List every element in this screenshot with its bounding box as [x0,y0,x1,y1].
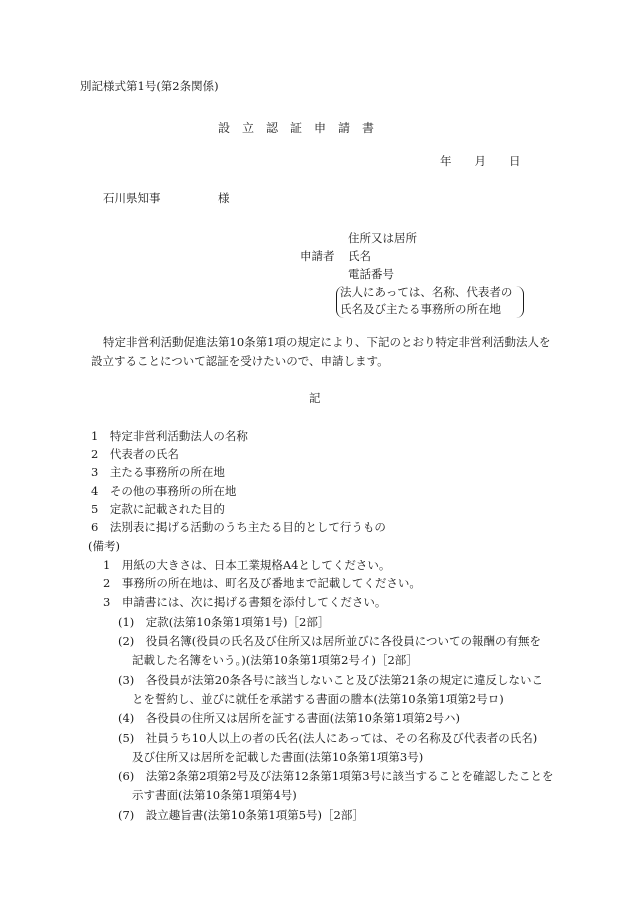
corporation-note-line1: 法人にあっては、名称、代表者の [340,285,513,299]
addressee: 石川県知事 様 [103,191,230,205]
body-text-line1: 特定非営利活動促進法第10条第1項の規定により、下記のとおり特定非営利活動法人を [103,335,551,349]
attachment-3-cont: とを誓約し、並びに就任を承諾する書面の謄本(法第10条第1項第2号ロ) [132,692,504,706]
applicant-label: 申請者 [300,249,335,263]
list-item-2: 2 代表者の氏名 [91,447,179,461]
remarks-heading: (備考) [88,539,120,553]
attachment-1: (1) 定款(法第10条第1項第1号)［2部］ [118,615,330,629]
remarks-note-2: 2 事務所の所在地は、町名及び番地まで記載してください。 [103,576,421,590]
address-label: 住所又は居所 [348,231,417,245]
list-item-3: 3 主たる事務所の所在地 [91,465,225,479]
attachment-6-cont: 示す書面(法第10条第1項第4号) [132,788,297,802]
corporation-note-line2: 氏名及び主たる事務所の所在地 [340,302,501,316]
attachment-2-cont: 記載した名簿をいう。)(法第10条第1項第2号イ)［2部］ [132,653,418,667]
remarks-note-3: 3 申請書には、次に掲げる書類を添付してください。 [103,595,387,609]
list-item-5: 5 定款に記載された目的 [91,502,225,516]
attachment-6: (6) 法第2条第2項第2号及び法第12条第1項第3号に該当することを確認したことを [118,769,554,783]
list-item-6: 6 法別表に掲げる活動のうち主たる目的として行うもの [91,520,386,534]
list-item-1: 1 特定非営利活動法人の名称 [91,429,248,443]
remarks-note-1: 1 用紙の大きさは、日本工業規格A4としてください。 [103,558,391,572]
attachment-4: (4) 各役員の住所又は居所を証する書面(法第10条第1項第2号ハ) [118,711,461,725]
body-text-line2: 設立することについて認証を受けたいので、申請します。 [91,354,389,368]
attachment-5: (5) 社員うち10人以上の者の氏名(法人にあっては、その名称及び代表者の氏名) [118,731,538,745]
attachment-7: (7) 設立趣旨書(法第10条第1項第5号)［2部］ [118,808,364,822]
name-label: 氏名 [348,249,371,263]
attachment-5-cont: 及び住所又は居所を記載した書面(法第10条第1項第3号) [132,750,424,764]
form-label: 別記様式第1号(第2条関係) [80,79,219,93]
attachment-3: (3) 各役員が法第20条各号に該当しないこと及び法第21条の規定に違反しないこ [118,673,544,687]
document-title: 設 立 認 証 申 請 書 [218,121,375,135]
ki-heading: 記 [309,391,321,405]
date-line: 年 月 日 [440,154,521,168]
attachment-2: (2) 役員名簿(役員の氏名及び住所又は居所並びに各役員についての報酬の有無を [118,634,542,648]
phone-label: 電話番号 [348,267,394,281]
list-item-4: 4 その他の事務所の所在地 [91,484,237,498]
